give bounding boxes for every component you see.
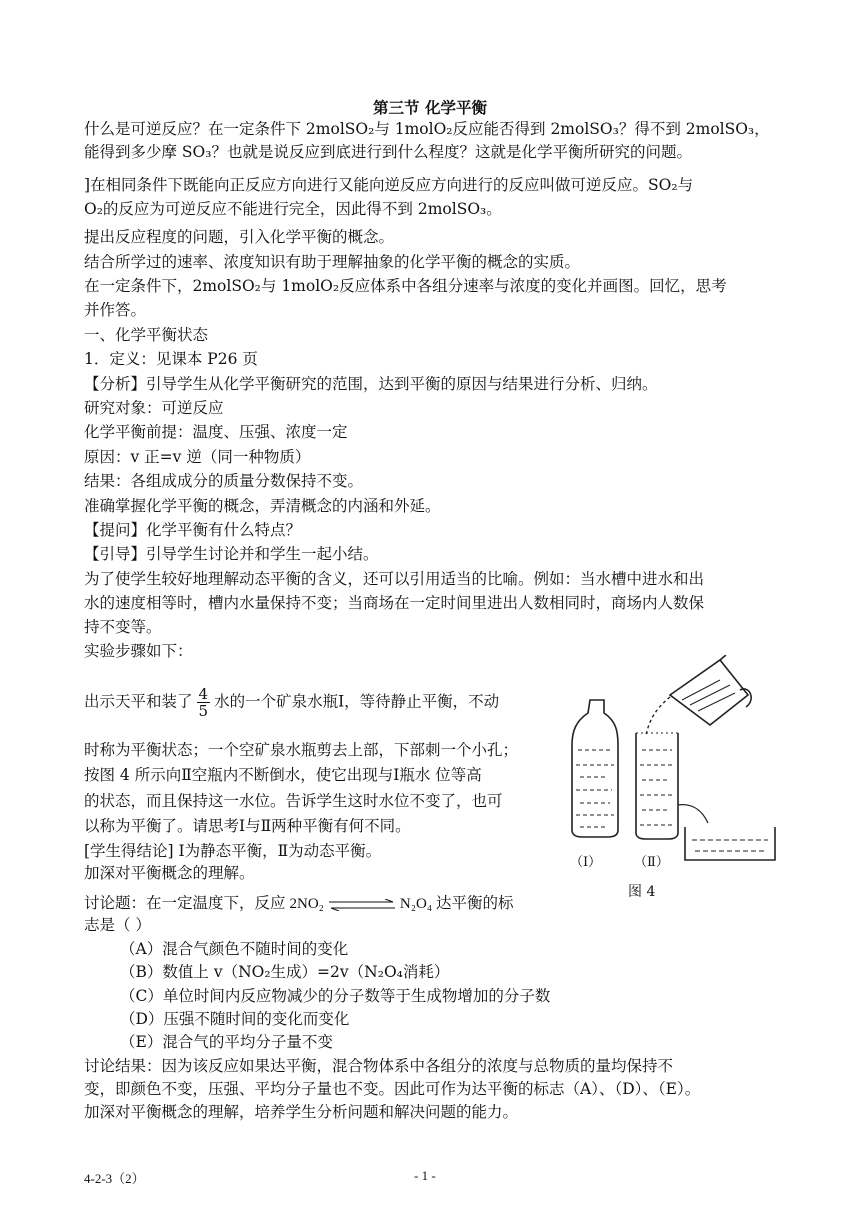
fraction-four-fifths	[197, 686, 211, 719]
water-trough-icon	[685, 827, 775, 860]
option-item: （A）混合气颜色不随时间的变化	[120, 940, 349, 958]
paragraph-line: 提出反应程度的问题，引入化学平衡的概念。	[84, 228, 395, 246]
experiment-line: 的状态，而且保持这一水位。告诉学生这时水位不变了，也可	[84, 792, 503, 810]
fraction-denominator: 5	[198, 702, 209, 720]
conclusion-line: 加深对平衡概念的理解，培养学生分析问题和解决问题的能力。	[84, 1103, 519, 1121]
figure-caption: 图 4	[628, 884, 656, 900]
paragraph-line: O₂的反应为可逆反应不能进行完全，因此得不到 2molSO₃。	[84, 200, 502, 218]
experiment-line: 时称为平衡状态；一个空矿泉水瓶剪去上部，下部刺一个小孔；	[84, 741, 519, 759]
paragraph-line: 水的速度相等时，槽内水量保持不变；当商场在一定时间里进出人数相同时，商场内人数保	[84, 594, 705, 612]
paragraph-line: 1．定义：见课本 P26 页	[84, 350, 258, 368]
paragraph-line: 原因：v 正=v 逆（同一种物质）	[84, 448, 311, 466]
discussion-line: 志是（ ）	[84, 916, 151, 934]
product-formula: N₂O₄	[399, 896, 433, 912]
footer-doc-code: 4-2-3（2）	[84, 1171, 145, 1186]
bottles-illustration	[570, 655, 780, 905]
paragraph-line: 结果：各组成成分的质量分数保持不变。	[84, 472, 364, 490]
figure-label-one: （Ⅰ）	[570, 855, 602, 870]
paragraph-line: 为了使学生较好地理解动态平衡的含义，还可以引用适当的比喻。例如：当水槽中进水和出	[84, 570, 705, 588]
equilibrium-arrow-icon	[327, 899, 397, 911]
figure-label-two: （Ⅱ）	[634, 855, 669, 870]
paragraph-line: 实验步骤如下：	[84, 642, 193, 660]
bottle-one-icon	[572, 700, 618, 837]
discussion-line	[84, 892, 514, 915]
section-heading: 一、化学平衡状态	[84, 326, 209, 344]
paragraph-line: 什么是可逆反应？在一定条件下 2molSO₂与 1molO₂反应能否得到 2molSO₃？得不到 2molSO₃，	[84, 120, 770, 138]
paragraph-line: 【引导】引导学生讨论并和学生一起小结。	[84, 545, 379, 563]
conclusion-line: 变，即颜色不变，压强、平均分子量也不变。因此可作为达平衡的标志（A）、（D）、（E）。	[84, 1080, 701, 1098]
paragraph-line: 结合所学过的速率、浓度知识有助于理解抽象的化学平衡的概念的实质。	[84, 253, 581, 271]
experiment-line: 加深对平衡概念的理解。	[84, 864, 255, 882]
experiment-line	[84, 686, 499, 719]
paragraph-line: 持不变等。	[84, 618, 162, 636]
paragraph-line: 化学平衡前提：温度、压强、浓度一定	[84, 423, 348, 441]
reaction-equation	[290, 893, 433, 915]
paragraph-line: 【提问】化学平衡有什么特点？	[84, 521, 302, 539]
experiment-line: 以称为平衡了。请思考Ⅰ与Ⅱ两种平衡有何不同。	[84, 817, 411, 835]
paragraph-line: 准确掌握化学平衡的概念，弄清概念的内涵和外延。	[84, 497, 441, 515]
paragraph-line: 研究对象：可逆反应	[84, 399, 224, 417]
fraction-numerator: 4	[198, 685, 209, 703]
paragraph-line: 能得到多少摩 SO₃？也就是说反应到底进行到什么程度？这就是化学平衡所研究的问题。	[84, 143, 692, 161]
paragraph-line: 【分析】引导学生从化学平衡研究的范围，达到平衡的原因与结果进行分析、归纳。	[84, 375, 658, 393]
option-item: （D）压强不随时间的变化而变化	[120, 1010, 350, 1028]
page-number: - 1 -	[414, 1168, 436, 1183]
experiment-line: 按图 4 所示向Ⅱ空瓶内不断倒水，使它出现与Ⅰ瓶水 位等高	[84, 766, 482, 784]
experiment-text: 出示天平和装了	[84, 692, 193, 711]
reactant-formula: 2NO₂	[289, 896, 324, 912]
conclusion-line: 讨论结果：因为该反应如果达平衡，混合物体系中各组分的浓度与总物质的量均保持不	[84, 1057, 674, 1075]
option-item: （B）数值上 v（NO₂生成）=2v（N₂O₄消耗）	[120, 963, 450, 981]
page-title: 第三节 化学平衡	[373, 98, 487, 117]
figure-4	[570, 655, 780, 905]
option-item: （C）单位时间内反应物减少的分子数等于生成物增加的分子数	[120, 987, 551, 1005]
option-item: （E）混合气的平均分子量不变	[120, 1033, 333, 1051]
pouring-beaker-icon	[670, 655, 751, 725]
paragraph-line: 并作答。	[84, 301, 147, 319]
paragraph-line: 在一定条件下，2molSO₂与 1molO₂反应体系中各组分速率与浓度的变化并画图。回忆，思考	[84, 277, 727, 295]
discussion-text: 达平衡的标	[436, 894, 514, 912]
discussion-text: 讨论题：在一定温度下，反应	[84, 894, 286, 912]
experiment-line: [学生得结论] Ⅰ为静态平衡，Ⅱ为动态平衡。	[84, 842, 382, 860]
paragraph-line: ]在相同条件下既能向正反应方向进行又能向逆反应方向进行的反应叫做可逆反应。SO₂与	[84, 176, 694, 194]
bottle-two-icon	[636, 733, 708, 839]
experiment-text: 水的一个矿泉水瓶Ⅰ，等待静止平衡，不动	[214, 692, 500, 711]
